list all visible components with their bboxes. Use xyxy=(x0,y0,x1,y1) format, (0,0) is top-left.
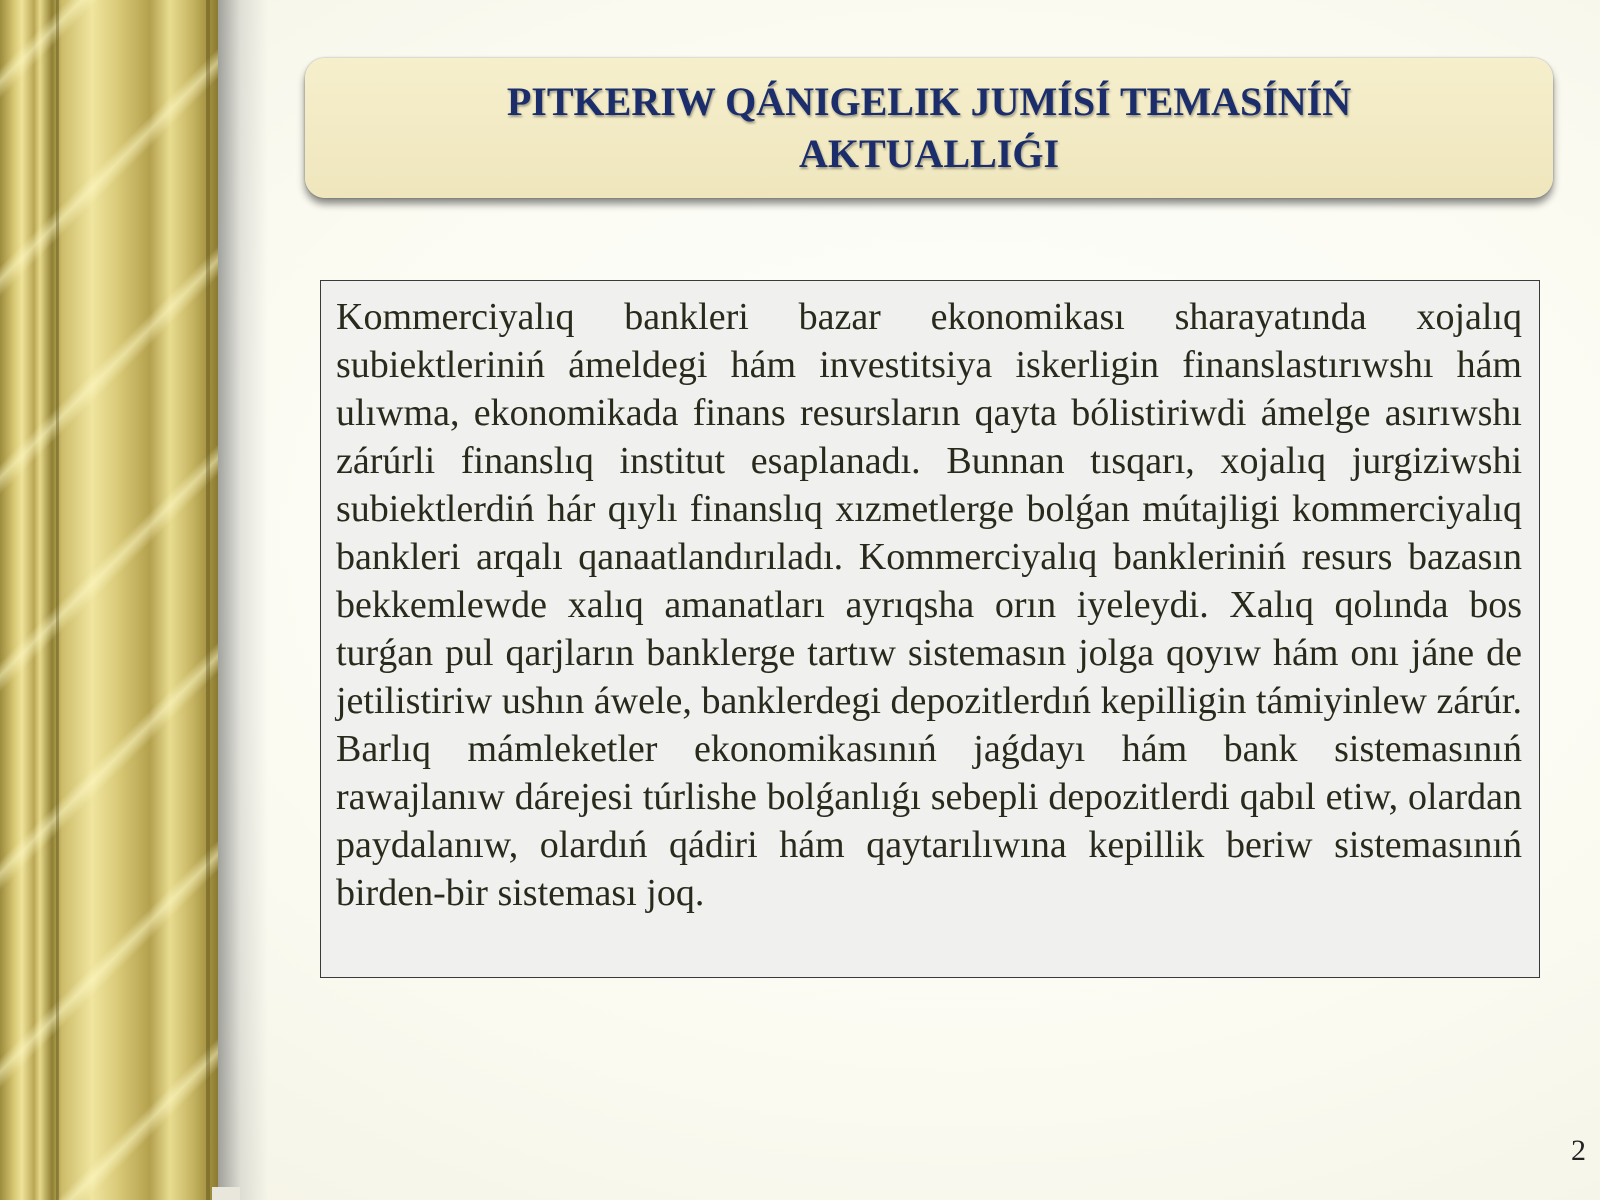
body-text-box xyxy=(320,280,1540,978)
column-shadow xyxy=(218,0,268,1200)
body-paragraph: Kommerciyalıq bankleri bazar ekonomikası sharayatında xojalıq subiektleriniń ámeldegi hám investitsiya iskerligin finanslastırıwshı hám ulıwma, ekonomikada finans resursların qayta bólistiriwdi ámelge asırıwshı zárúrli finanslıq institut esaplanadı. Bunnan tısqarı, xojalıq jurgiziwshi subiektlerdiń hár qıylı finanslıq xızmetlerge bolǵan mútajligi kommerciyalıq bankleri arqalı qanaatlandırıladı. Kommerciyalıq bankleriniń resurs bazasın bekkemlewde xalıq amanatları ayrıqsha orın iyeleydi. Xalıq qolında bos turǵan pul qarjların banklerge tartıw sistemasın jolga qoyıw hám onı jáne de jetilistiriw ushın áwele, banklerdegi depozitlerdıń kepilligin támiyinlew zárúr. Barlıq mámleketler ekonomikasınıń jaǵdayı hám bank sistemasınıń rawajlanıw dárejesi túrlishe bolǵanlıǵı sebepli depozitlerdi qabıl etiw, olardan paydalanıw, olardıń qádiri hám qaytarılıwına kepillik beriw sistemasınıń birden-bir sisteması joq. xyxy=(336,296,1522,914)
column-ridge xyxy=(206,0,210,1200)
decorative-gold-column xyxy=(0,0,218,1200)
title-banner xyxy=(305,58,1553,198)
page-number: 2 xyxy=(1571,1134,1586,1167)
slide-title: PITKERIW QÁNIGELIK JUMÍSÍ TEMASÍNÍŃ AKTUALLIǴI xyxy=(506,79,1352,176)
column-ridge xyxy=(56,0,59,1200)
column-base xyxy=(212,1187,240,1200)
